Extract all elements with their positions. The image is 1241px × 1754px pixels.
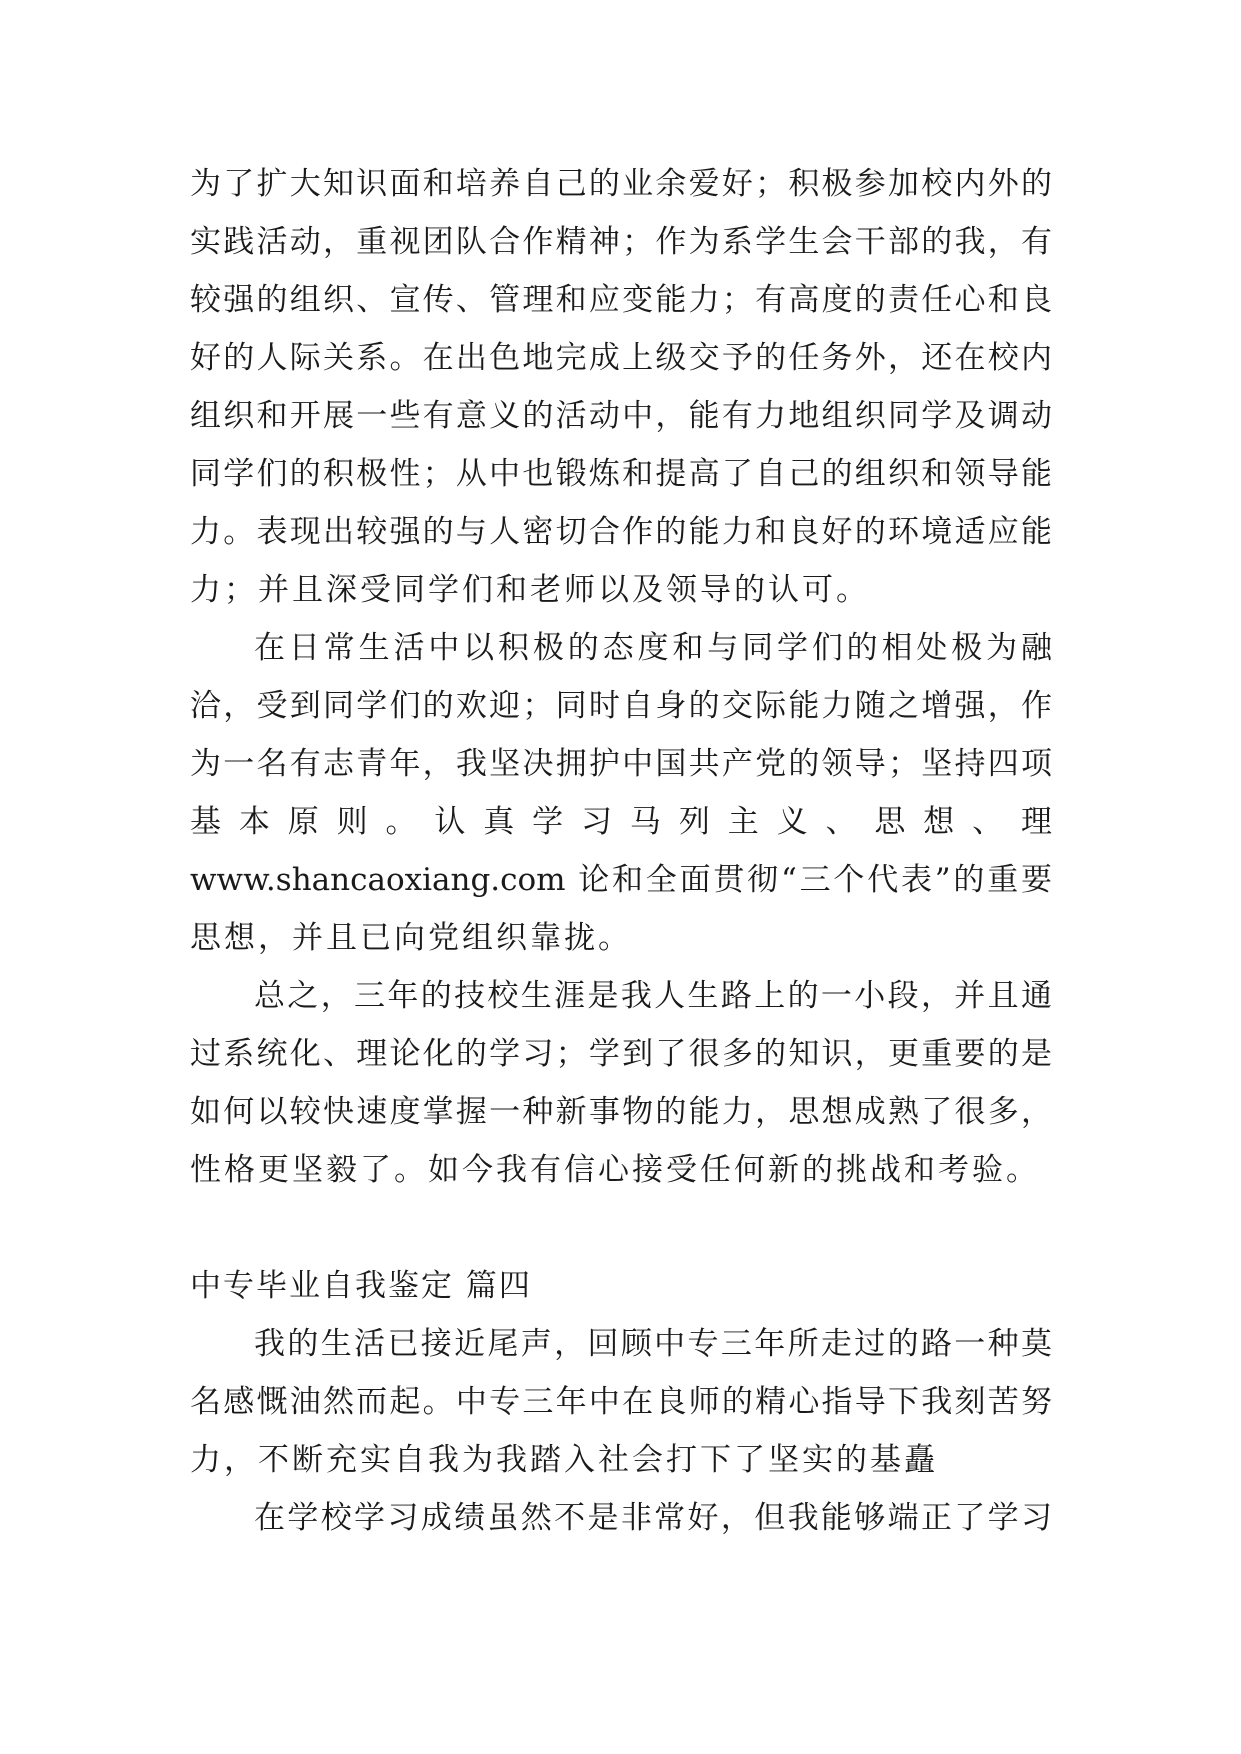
text-line: 较强的组织、宣传、管理和应变能力；有高度的责任心和良 (190, 282, 1052, 318)
text-line: 基 本 原 则 。 认 真 学 习 马 列 主 义 、 思 想 、 理 (190, 804, 1052, 840)
text-line: 好的人际关系。在出色地完成上级交予的任务外，还在校内 (190, 340, 1052, 376)
text-line: 在日常生活中以积极的态度和与同学们的相处极为融 (254, 630, 1052, 666)
text-line: 总之，三年的技校生涯是我人生路上的一小段，并且通 (254, 978, 1052, 1014)
text-line: 组织和开展一些有意义的活动中，能有力地组织同学及调动 (190, 398, 1052, 434)
text-line: 洽，受到同学们的欢迎；同时自身的交际能力随之增强，作 (190, 688, 1052, 724)
text-line: 思想，并且已向党组织靠拢。 (190, 920, 632, 956)
text-line: 为一名有志青年，我坚决拥护中国共产党的领导；坚持四项 (190, 746, 1052, 782)
text-line: 在学校学习成绩虽然不是非常好，但我能够端正了学习 (254, 1500, 1052, 1536)
text-line: 同学们的积极性；从中也锻炼和提高了自己的组织和领导能 (190, 456, 1052, 492)
text-line: 如何以较快速度掌握一种新事物的能力，思想成熟了很多， (190, 1094, 1052, 1130)
text-line: 过系统化、理论化的学习；学到了很多的知识，更重要的是 (190, 1036, 1052, 1072)
text-line: 力；并且深受同学们和老师以及领导的认可。 (190, 572, 870, 608)
text-line: 实践活动，重视团队合作精神；作为系学生会干部的我，有 (190, 224, 1052, 260)
text-line: 力。表现出较强的与人密切合作的能力和良好的环境适应能 (190, 514, 1052, 550)
text-line: 名感慨油然而起。中专三年中在良师的精心指导下我刻苦努 (190, 1384, 1052, 1420)
section-heading: 中专毕业自我鉴定 篇四 (190, 1268, 532, 1304)
text-line: 性格更坚毅了。如今我有信心接受任何新的挑战和考验。 (190, 1152, 1040, 1188)
text-line: 为了扩大知识面和培养自己的业余爱好；积极参加校内外的 (190, 166, 1052, 202)
text-line: www.shancaoxiang.com 论和全面贯彻“三个代表”的重要 (190, 862, 1052, 898)
text-line: 我的生活已接近尾声，回顾中专三年所走过的路一种莫 (254, 1326, 1052, 1362)
text-line: 力，不断充实自我为我踏入社会打下了坚实的基矗 (190, 1442, 938, 1478)
